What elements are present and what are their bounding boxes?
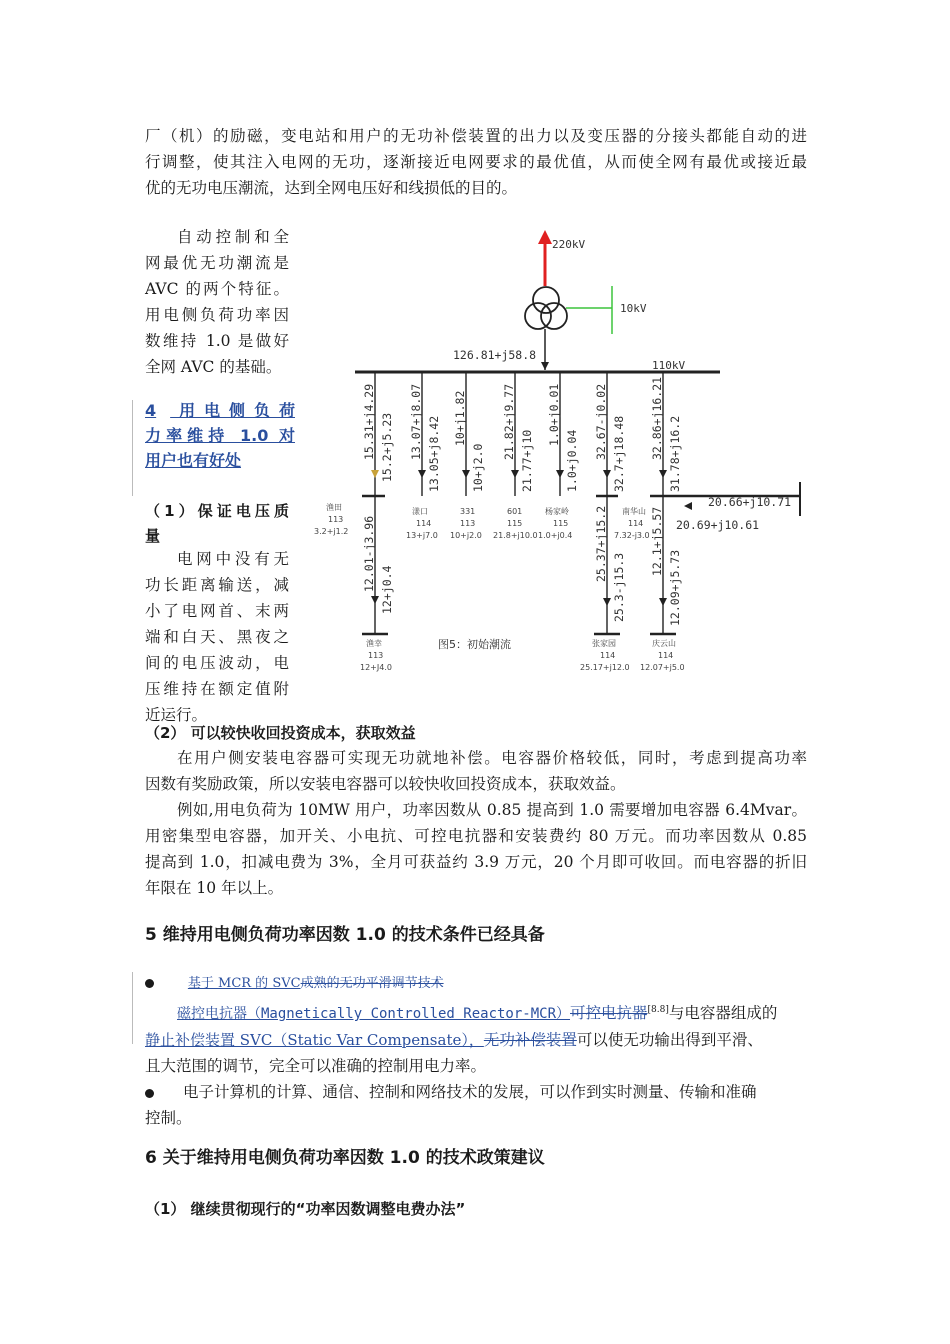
node-kv: 113 — [368, 651, 384, 660]
left-para1-line: 用电侧负荷功率因 — [145, 306, 289, 324]
bullet-2-line-1: 电子计算机的计算、通信、控制和网络技术的发展，可以作到实时测量、传输和准确 — [182, 1083, 757, 1102]
branch-lower-flow: 31.78+j16.2 — [668, 415, 682, 492]
left-para1-line: 数维持 1.0 是做好 — [145, 332, 289, 350]
p1-deleted-1: 可控电抗器 — [570, 1004, 648, 1023]
left-para2-line: 功长距离输送，减 — [145, 576, 289, 594]
section-5-heading: 5 维持用电侧负荷功率因数 1.0 的技术条件已经具备 — [145, 925, 545, 945]
left-para1-line: 网最优无功潮流是 — [145, 254, 289, 272]
node-kv: 115 — [553, 519, 569, 528]
power-flow-diagram — [300, 224, 810, 674]
left-para1-line: 自动控制和全 — [177, 228, 289, 246]
node-name: 渔田 — [326, 503, 342, 512]
branch-lower-flow: 10+j2.0 — [471, 443, 485, 492]
left-para2-line: 近运行。 — [145, 706, 208, 724]
arrow-down-icon — [603, 470, 611, 478]
node-kv: 114 — [628, 519, 644, 528]
p1-rest-1: 与电容器组成的 — [668, 1004, 778, 1023]
node-name: 漾口 — [412, 507, 428, 516]
section-2-p2-line: 例如,用电负荷为 10MW 用户，功率因数从 0.85 提高到 1.0 需要增加电容器 6.4Mvar。 — [177, 801, 807, 819]
arrow-left-icon — [684, 502, 692, 510]
left-para1-line: AVC 的两个特征。 — [145, 280, 289, 298]
node-kv: 114 — [600, 651, 616, 660]
branch-lower-flow: 21.77+j10 — [520, 429, 534, 492]
node-load: 12.07+j5.0 — [640, 663, 685, 672]
label-220kv: 220kV — [552, 238, 586, 251]
right-upper-flow: 20.66+j10.71 — [708, 495, 792, 509]
arrow-down-icon — [603, 598, 611, 606]
node-load: 7.32-j3.0 — [614, 531, 650, 540]
node-kv: 114 — [416, 519, 432, 528]
branch-upper-flow: 1.0+j0.01 — [547, 383, 561, 446]
intro-line-1: 厂（机）的励磁，变电站和用户的无功补偿装置的出力以及变压器的分接头都能自动的进 — [145, 127, 807, 145]
node-name: 庆云山 — [652, 639, 676, 648]
section-6-heading: 6 关于维持用电侧负荷功率因数 1.0 的技术政策建议 — [145, 1148, 545, 1168]
arrow-down-icon — [556, 470, 564, 478]
p1-line-3: 且大范围的调节，完全可以准确的控制用电力率。 — [145, 1057, 487, 1076]
lower-branch-lower-flow: 12.09+j5.73 — [668, 549, 682, 626]
left-para1-line: 全网 AVC 的基础。 — [145, 358, 282, 376]
transformer-winding — [541, 303, 567, 329]
section-2-p1-line: 在用户侧安装电容器可实现无功就地补偿。电容器价格较低，同时，考虑到提高功率 — [177, 749, 807, 767]
node-name: 331 — [460, 507, 476, 516]
node-load: 13+j7.0 — [406, 531, 438, 540]
p1-inserted-1: 磁控电抗器（Magnetically Controlled Reactor-MCR） — [177, 1006, 571, 1023]
bullet-icon — [145, 1089, 154, 1098]
branch-upper-flow: 10+j1.82 — [453, 390, 467, 446]
section-2-p2-line: 用密集型电容器，加开关、小电抗、可控电抗器和安装费约 80 万元。而功率因数从 0.85 — [145, 827, 807, 845]
node-load: 10+j2.0 — [450, 531, 482, 540]
figure-caption: 图5：初始潮流 — [438, 638, 511, 651]
left-column-para2 — [145, 546, 289, 728]
arrow-down-icon — [462, 470, 470, 478]
node-load: 25.17+j12.0 — [580, 663, 630, 672]
branch-upper-flow: 13.07+j8.07 — [409, 383, 423, 460]
arrow-down-icon — [418, 470, 426, 478]
section-2-p2-line: 提高到 1.0，扣减电费为 3%，全月可获益约 3.9 万元，20 个月即可收回。而电容器的折旧 — [145, 853, 807, 871]
section-2-heading: （2） 可以较快收回投资成本，获取效益 — [145, 724, 416, 742]
lower-branch-lower-flow: 12+j0.4 — [380, 565, 394, 614]
heading-4 — [145, 398, 295, 473]
branch-upper-flow: 32.86+j16.21 — [650, 376, 664, 460]
right-lower-flow: 20.69+j10.61 — [676, 518, 760, 532]
node-load: 3.2+j1.2 — [314, 527, 349, 536]
heading-4-number: 4 — [145, 401, 157, 420]
node-name: 张家园 — [592, 639, 616, 648]
p1-deleted-2: 无功补偿装置 — [483, 1031, 577, 1050]
heading-4-line: 力率维持 1.0 对 — [145, 426, 295, 445]
node-load: 21.8+j10.0 — [493, 531, 538, 540]
p1-rest-2: 可以使无功输出得到平滑、 — [576, 1031, 763, 1050]
section-6-subheading: （1） 继续贯彻现行的“功率因数调整电费办法” — [145, 1200, 466, 1218]
left-para2-line: 电网中没有无 — [177, 550, 289, 568]
branch-lower-flow: 32.7+j18.48 — [612, 415, 626, 492]
lower-branch-upper-flow: 25.37+j15.2 — [594, 505, 608, 582]
node-load: 1.0+j0.4 — [538, 531, 573, 540]
node-kv: 115 — [507, 519, 523, 528]
branch-lower-flow: 1.0+j0.04 — [565, 429, 579, 492]
left-column-para1 — [145, 224, 289, 380]
citation: [8.8] — [647, 1005, 669, 1015]
arrow-up-icon — [538, 230, 552, 244]
trafo-flow-label: 126.81+j58.8 — [453, 348, 537, 362]
arrow-down-icon — [371, 470, 379, 478]
intro-line-2: 行调整，使其注入电网的无功，逐渐接近电网要求的最优值，从而使全网有最优或接近最 — [145, 153, 807, 171]
branch-upper-flow: 15.31+j4.29 — [362, 383, 376, 460]
bullet-1-inserted: 基于 MCR 的 SVC — [187, 976, 301, 991]
node-kv: 113 — [460, 519, 476, 528]
lower-branch-lower-flow: 25.3-j15.3 — [612, 552, 626, 622]
subheading-1-line: （1）保证电压质 — [145, 502, 289, 520]
arrow-down-icon — [371, 596, 379, 604]
section-2-p1-line: 因数有奖励政策，所以安装电容器可以较快收回投资成本，获取效益。 — [145, 775, 626, 793]
node-name: 南华山 — [622, 507, 646, 516]
arrow-down-icon — [659, 598, 667, 606]
arrow-down-icon — [541, 362, 549, 370]
revision-bar — [132, 972, 133, 1044]
branch-lower-flow: 13.05+j8.42 — [427, 415, 441, 492]
p1-inserted-2: 静止补偿装置 SVC（Static Var Compensate）， — [145, 1031, 484, 1050]
node-kv: 114 — [658, 651, 674, 660]
node-name: 杨家岭 — [545, 507, 569, 516]
arrow-down-icon — [659, 470, 667, 478]
intro-line-3: 优的无功电压潮流，达到全网电压好和线损低的目的。 — [145, 179, 518, 197]
node-name: 渔幸 — [366, 639, 382, 648]
bullet-2-line-2: 控制。 — [145, 1109, 192, 1128]
lower-branch-upper-flow: 12.1+j5.57 — [650, 506, 664, 576]
transformer-winding — [533, 287, 559, 313]
transformer-winding — [525, 303, 551, 329]
left-para2-line: 间的电压波动，电 — [145, 654, 289, 672]
label-110kv: 110kV — [652, 359, 686, 372]
node-name: 601 — [507, 507, 523, 516]
subheading-1-line: 量 — [145, 527, 161, 545]
label-10kv: 10kV — [620, 302, 647, 315]
bullet-1-deleted: 成熟的无功平滑调节技术 — [300, 976, 444, 991]
section-2-p2-line: 年限在 10 年以上。 — [145, 879, 284, 897]
arrow-down-icon — [511, 470, 519, 478]
branch-upper-flow: 21.82+j9.77 — [502, 383, 516, 460]
bullet-icon — [145, 979, 154, 988]
heading-4-line: 用电侧负荷 — [170, 401, 295, 420]
branch-lower-flow: 15.2+j5.23 — [380, 412, 394, 482]
left-para2-line: 小了电网首、末两 — [145, 602, 289, 620]
node-kv: 113 — [328, 515, 344, 524]
branch-flow-labels — [362, 377, 682, 492]
node-load: 12+J4.0 — [360, 663, 392, 672]
lower-branch-upper-flow: 12.01-j3.96 — [362, 515, 376, 592]
bullet-1 — [145, 969, 807, 997]
left-para2-line: 压维持在额定值附 — [145, 680, 289, 698]
heading-4-line: 用户也有好处 — [145, 451, 242, 470]
branch-upper-flow: 32.67-j0.02 — [594, 383, 608, 460]
bottom-nodes — [360, 638, 685, 672]
revision-bar — [132, 400, 133, 496]
left-para2-line: 端和白天、黑夜之 — [145, 628, 289, 646]
